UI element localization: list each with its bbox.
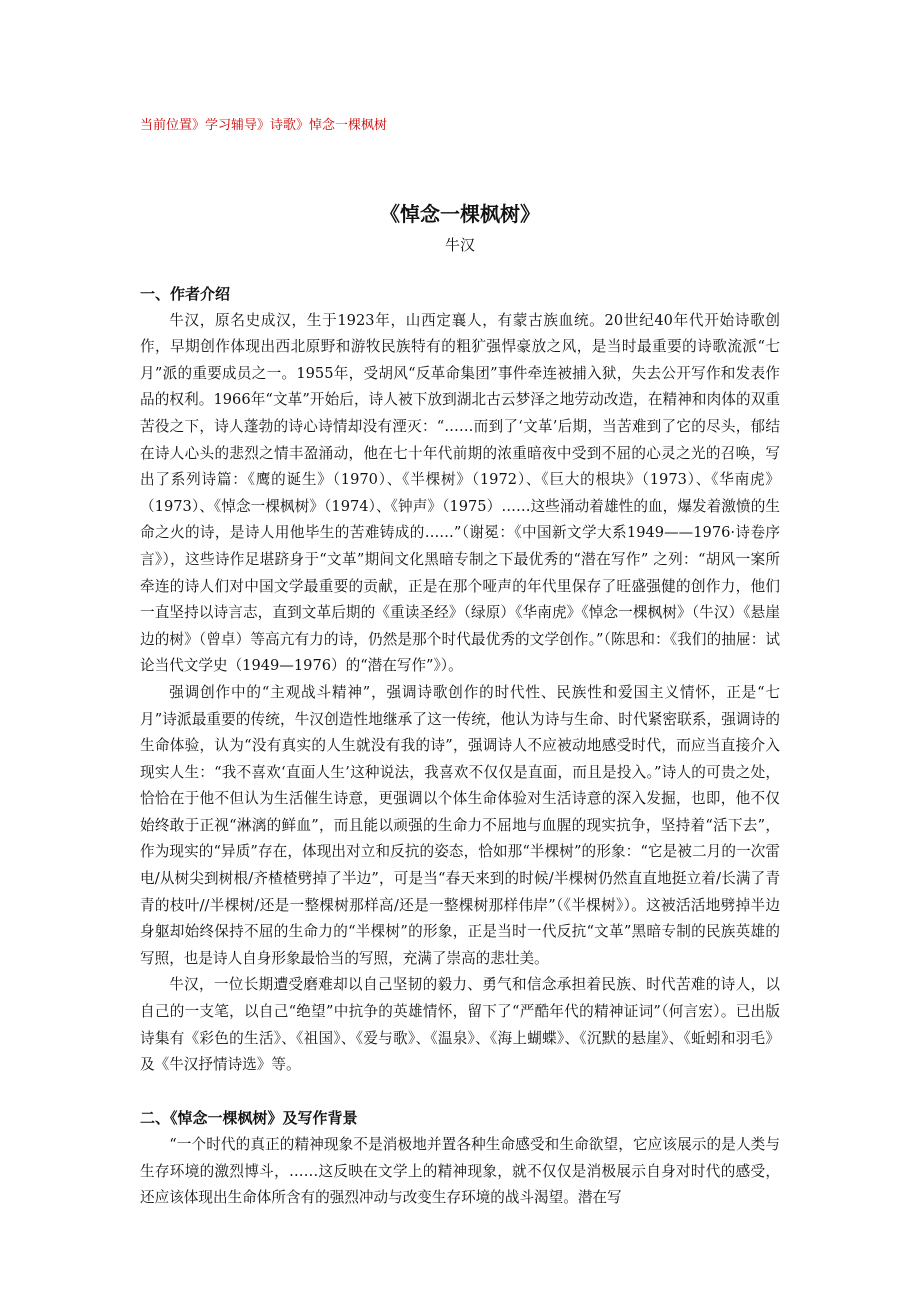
breadcrumb-link-study-guide[interactable]: 学习辅导》 xyxy=(205,118,271,133)
author-name: 牛汉 xyxy=(444,236,475,254)
breadcrumb xyxy=(140,114,387,133)
paragraph-author-bio: 牛汉，原名史成汉，生于1923年，山西定襄人，有蒙古族血统。20世纪40年代开始诗歌创作，早期创作体现出西北原野和游牧民族特有的粗犷强悍豪放之风，是当时最重要的诗歌流派“七月”派的重要成员之一。1955年，受胡风“反革命集团”事件牵连被捕入狱，失去公开写作和发表作品的权利。1966年“文革”开始后，诗人被下放到湖北古云梦泽之地劳动改造，在精神和肉体的双重苦役之下，诗人蓬勃的诗心诗情却没有湮灭：“……而到了‘文革’后期，当苦难到了它的尽头，郁结在诗人心头的悲烈之情丰盈涌动，他在七十年代前期的浓重暗夜中受到不屈的心灵之光的召唤，写出了系列诗篇：《鹰的诞生》（1970）、《半棵树》（1972）、《巨大的根块》（1973）、《华南虎》（1973）、《悼念一棵枫树》（1974）、《钟声》（1975）……这些涌动着雄性的血，爆发着激愤的生命之火的诗，是诗人用他毕生的苦难铸成的……”（谢冕：《中国新文学大系1949——1976·诗卷序言》），这些诗作足堪跻身于“文革”期间文化黑暗专制之下最优秀的“潜在写作” 之列：“胡风一案所牵连的诗人们对中国文学最重要的贡献，正是在那个哑声的年代里保存了旺盛强健的创作力，他们一直坚持以诗言志，直到文革后期的《重读圣经》（绿原）《华南虎》《悼念一棵枫树》（牛汉）《悬崖边的树》（曾卓）等高亢有力的诗，仍然是那个时代最优秀的文学创作。”（陈思和：《我们的抽屉：试论当代文学史（1949—1976）的“潜在写作”》）。 xyxy=(140,311,780,675)
section-spacer xyxy=(140,1079,780,1106)
page-title: 《悼念一棵枫树》 xyxy=(380,202,540,226)
paragraph-background: “一个时代的真正的精神现象不是消极地并置各种生命感受和生命欲望，它应该展示的是人类与生存环境的激烈博斗，……这反映在文学上的精神现象，就不仅仅是消极展示自身对时代的感受，还应该体现出生命体所含有的强烈冲动与改变生存环境的战斗渴望。潜在写 xyxy=(140,1136,780,1207)
section-heading-author-intro: 一、作者介绍 xyxy=(140,285,231,303)
paragraph-author-summary: 牛汉，一位长期遭受磨难却以自己坚韧的毅力、勇气和信念承担着民族、时代苦难的诗人，以自己的一支笔，以自己“绝望”中抗争的英雄情怀，留下了“严酷年代的精神证词”（何言宏）。已出版诗集有《彩色的生活》、《祖国》、《爱与歌》、《温泉》、《海上蝴蝶》、《沉默的悬崖》、《蚯蚓和羽毛》及《牛汉抒情诗选》等。 xyxy=(140,976,780,1074)
breadcrumb-link-article[interactable]: 悼念一棵枫树 xyxy=(309,118,388,133)
breadcrumb-link-current-location[interactable]: 当前位置》 xyxy=(140,118,206,133)
article-body xyxy=(140,281,780,1212)
section-heading-poem-background: 二、《悼念一棵枫树》及写作背景 xyxy=(140,1109,358,1128)
breadcrumb-link-poetry[interactable]: 诗歌》 xyxy=(270,118,310,133)
paragraph-creative-spirit: 强调创作中的“主观战斗精神”，强调诗歌创作的时代性、民族性和爱国主义情怀，正是“七月”诗派最重要的传统，牛汉创造性地继承了这一传统，他认为诗与生命、时代紧密联系，强调诗的生命体验，认为“没有真实的人生就没有我的诗”，强调诗人不应被动地感受时代，而应当直接介入现实人生：“我不喜欢‘直面人生’这种说法，我喜欢不仅仅是直面，而且是投入。”诗人的可贵之处，恰恰在于他不但认为生活催生诗意，更强调以个体生命体验对生活诗意的深入发掘，也即，他不仅始终敢于正视“淋漓的鲜血”，而且能以顽强的生命力不屈地与血腥的现实抗争，坚持着“活下去”，作为现实的“异质”存在，体现出对立和反抗的姿态，恰如那“半棵树”的形象：“它是被二月的一次雷电/从树尖到树根/齐楂楂劈掉了半边”，可是当“春天来到的时候/半棵树仍然直直地挺立着/长满了青青的枝叶//半棵树/还是一整棵树那样高/还是一整棵树那样伟岸”（《半棵树》）。这被活活地劈掉半边身躯却始终保持不屈的生命力的“半棵树”的形象，正是当时一代反抗“文革”黑暗专制的民族英雄的写照，也是诗人自身形象最恰当的写照，充满了崇高的悲壮美。 xyxy=(140,683,780,967)
